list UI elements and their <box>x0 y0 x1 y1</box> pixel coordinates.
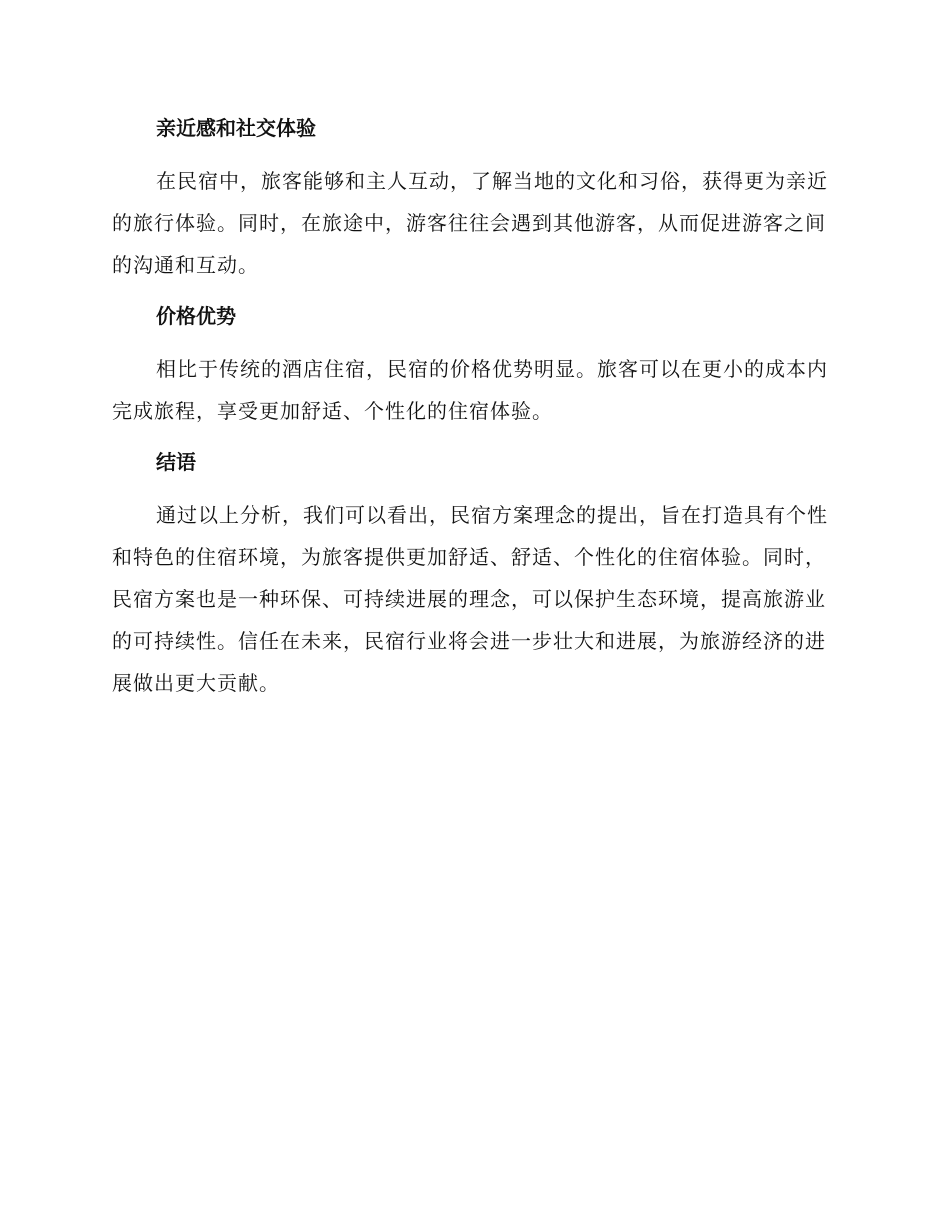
section-body-price: 相比于传统的酒店住宿，民宿的价格优势明显。旅客可以在更小的成本内完成旅程，享受更加舒适、个性化的住宿体验。 <box>112 357 828 423</box>
section-heading-social: 亲近感和社交体验 <box>156 116 316 140</box>
section-heading-price: 价格优势 <box>156 304 236 328</box>
section-body-conclusion: 通过以上分析，我们可以看出，民宿方案理念的提出，旨在打造具有个性和特色的住宿环境，为旅客提供更加舒适、舒适、个性化的住宿体验。同时，民宿方案也是一种环保、可持续进展的理念，可以保护生态环境，提高旅游业的可持续性。信任在未来，民宿行业将会进一步壮大和进展，为旅游经济的进展做出更大贡献。 <box>112 503 828 695</box>
section-body-social: 在民宿中，旅客能够和主人互动，了解当地的文化和习俗，获得更为亲近的旅行体验。同时，在旅途中，游客往往会遇到其他游客，从而促进游客之间的沟通和互动。 <box>112 169 828 277</box>
section-heading-conclusion: 结语 <box>156 450 196 474</box>
document-content <box>112 108 832 704</box>
